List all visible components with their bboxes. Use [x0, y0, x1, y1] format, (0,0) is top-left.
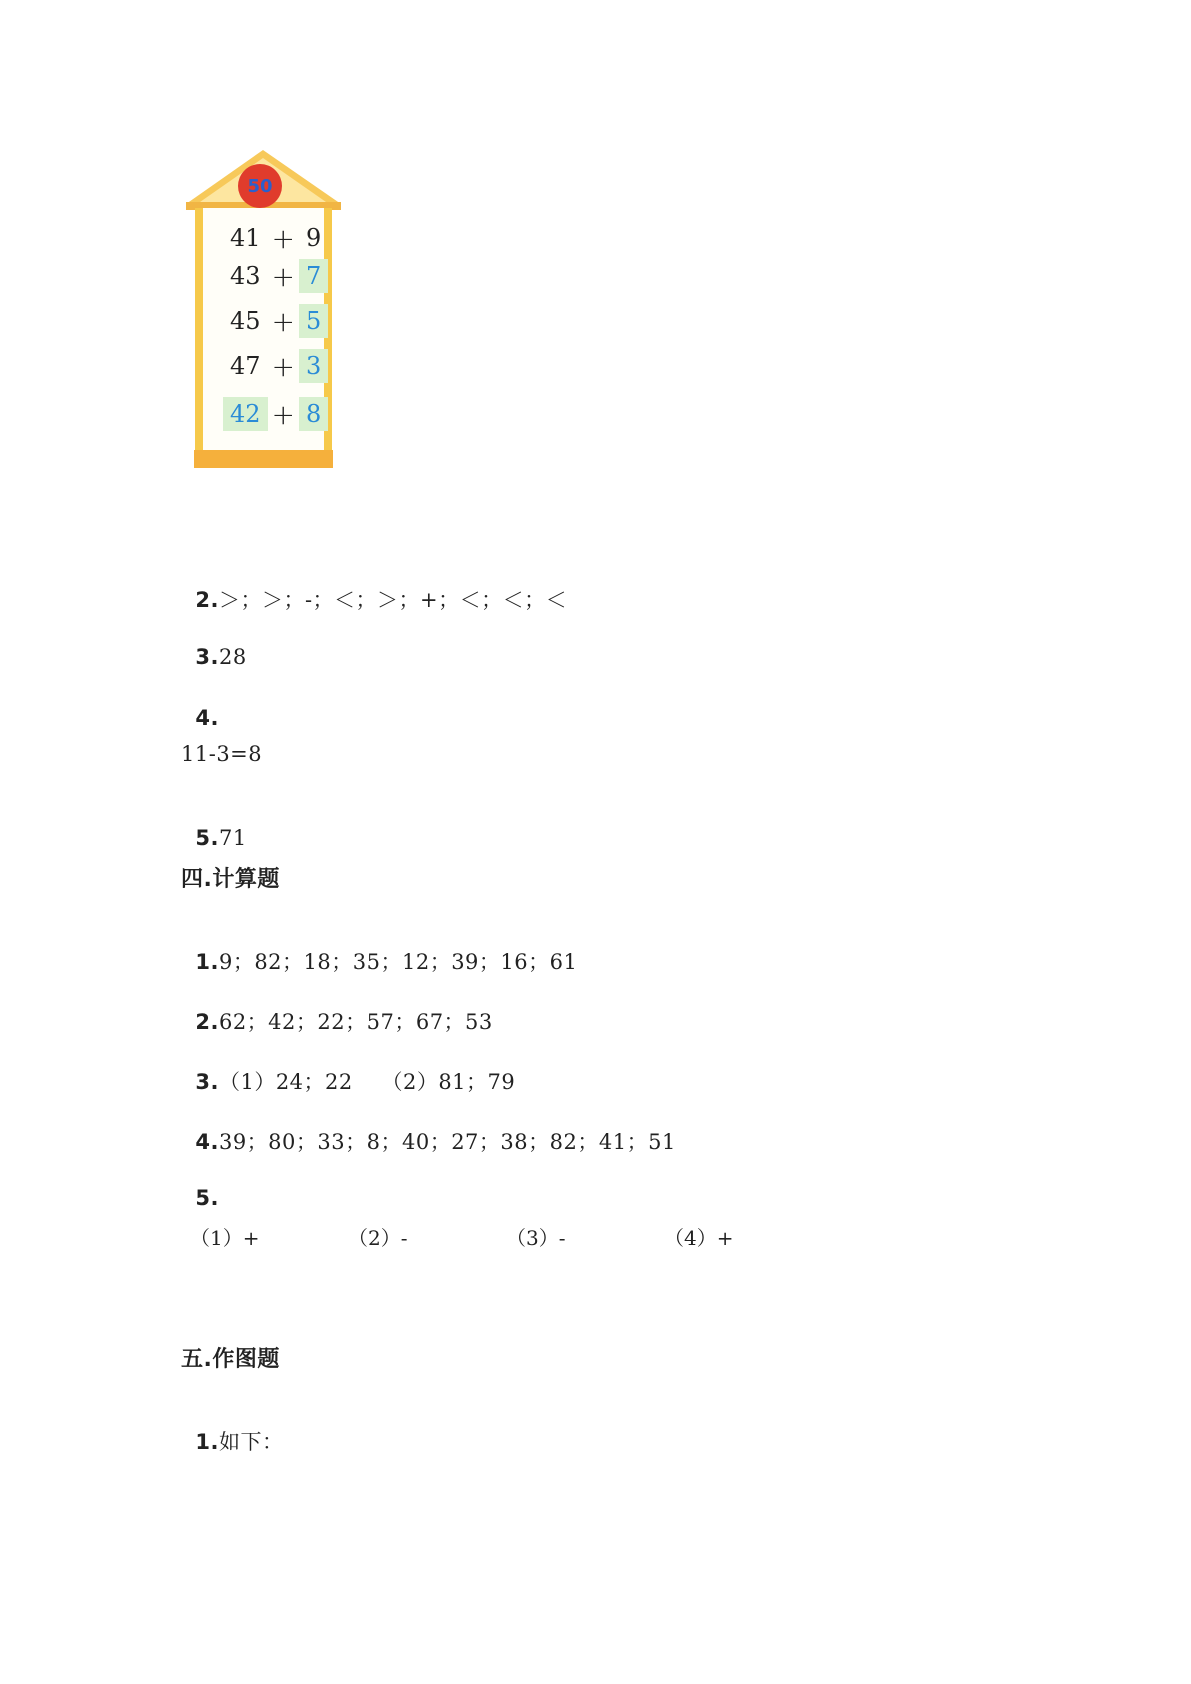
answer-2 [181, 560, 567, 614]
item-number: 3. [195, 1070, 219, 1094]
plus-sign: + [271, 221, 296, 255]
addend-right: 3 [299, 349, 328, 383]
answer-3 [181, 621, 247, 669]
item-text: 39；80；33；8；40；27；38；82；41；51 [218, 1130, 676, 1154]
item-number: 3. [195, 645, 219, 669]
drawing-1 [181, 1402, 283, 1456]
section-5-title: 五.作图题 [181, 1347, 280, 1372]
section-4-title: 四.计算题 [181, 867, 280, 892]
house-row [223, 220, 328, 256]
plus-sign: + [271, 259, 296, 293]
addend-left: 45 [230, 307, 261, 335]
addend-right: 9 [306, 224, 322, 252]
answer-4-equation: 11-3=8 [181, 742, 263, 766]
item-text: ＞；＞；-；＜；＞；+；＜；＜；＜ [218, 588, 568, 612]
plus-sign: + [271, 349, 296, 383]
item-number: 2. [195, 1010, 219, 1034]
addend-right: 8 [299, 397, 328, 431]
addend-left: 41 [230, 224, 261, 252]
house-row [223, 396, 328, 432]
calc-5-option-1: （1）+ [190, 1226, 260, 1250]
item-number: 5. [195, 826, 219, 850]
calc-5-option-3: （3）- [506, 1226, 566, 1250]
calc-4 [181, 1102, 676, 1156]
house-row [223, 348, 328, 384]
roof-number: 50 [238, 164, 282, 208]
item-text: 62；42；22；57；67；53 [218, 1010, 493, 1034]
item-number: 4. [195, 1130, 219, 1154]
item-text: （1）24；22 （2）81；79 [218, 1070, 516, 1094]
addend-left: 47 [230, 352, 261, 380]
calc-5-option-4: （4）+ [664, 1226, 734, 1250]
calc-3 [181, 1042, 515, 1096]
house-base [194, 450, 333, 468]
addend-right: 5 [299, 304, 328, 338]
item-text: 28 [218, 645, 247, 669]
item-text: 9；82；18；35；12；39；16；61 [218, 950, 578, 974]
answer-5 [181, 802, 247, 850]
calc-5-option-2: （2）- [348, 1226, 408, 1250]
house-figure [186, 150, 341, 468]
item-number: 1. [195, 1430, 219, 1454]
answer-4 [181, 682, 219, 730]
item-text: 如下： [218, 1430, 284, 1454]
house-body [195, 208, 332, 456]
addend-right: 7 [299, 259, 328, 293]
addend-left: 42 [223, 397, 268, 431]
item-number: 1. [195, 950, 219, 974]
calc-1 [181, 922, 577, 976]
item-number: 4. [195, 706, 219, 730]
calc-5 [181, 1162, 219, 1210]
item-number: 5. [195, 1186, 219, 1210]
plus-sign: + [271, 304, 296, 338]
item-text: 71 [218, 826, 247, 850]
calc-2 [181, 982, 493, 1036]
house-row [223, 303, 328, 339]
plus-sign: + [271, 397, 296, 431]
addend-left: 43 [230, 262, 261, 290]
item-number: 2. [195, 588, 219, 612]
house-row [223, 258, 328, 294]
